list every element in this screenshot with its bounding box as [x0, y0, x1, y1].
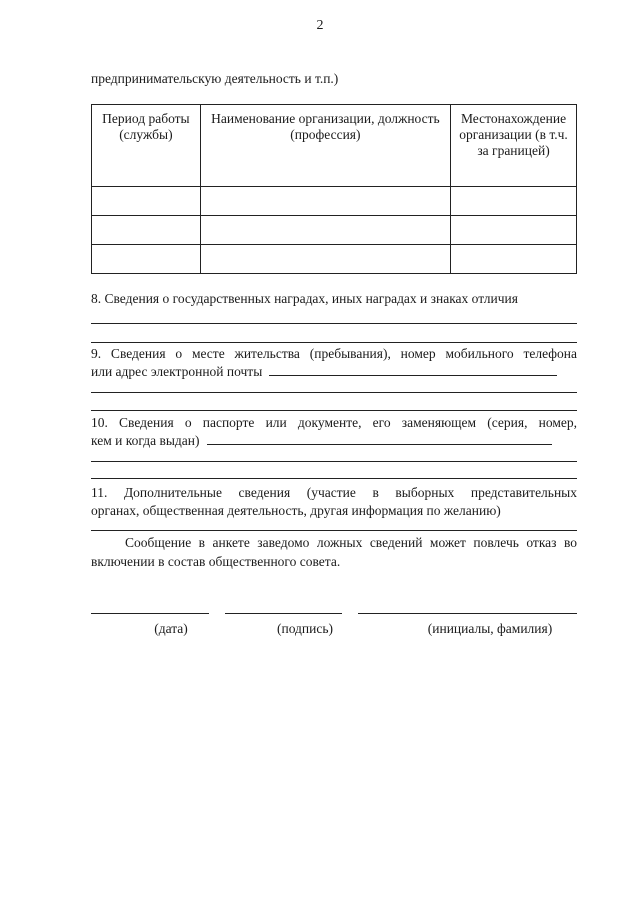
- employment-table: [91, 104, 577, 274]
- table-row: [92, 216, 577, 245]
- signature-line[interactable]: [225, 613, 342, 614]
- table-row: [92, 245, 577, 274]
- header-location: Местонахождение организации (в т.ч. за границей): [451, 105, 577, 187]
- fill-line[interactable]: [91, 323, 577, 324]
- table-cell[interactable]: [451, 187, 577, 216]
- fill-line[interactable]: [91, 392, 577, 393]
- table-cell[interactable]: [200, 187, 450, 216]
- section-10-passport-line1: 10. Сведения о паспорте или документе, его заменяющем (серия, номер,: [91, 415, 577, 430]
- table-cell[interactable]: [92, 216, 201, 245]
- section-9-residence-line2: [91, 363, 577, 381]
- name-line[interactable]: [358, 613, 577, 614]
- table-row: [92, 187, 577, 216]
- fill-line[interactable]: [91, 478, 577, 479]
- signature-label: (подпись): [276, 621, 334, 636]
- table-cell[interactable]: [200, 216, 450, 245]
- fill-line[interactable]: [91, 530, 577, 531]
- table-header-row: [92, 105, 577, 187]
- section-9-label: или адрес электронной почты: [91, 364, 263, 379]
- section-9-residence-line1: 9. Сведения о месте жительства (пребывания), номер мобильного телефона: [91, 346, 577, 361]
- fill-line[interactable]: [269, 364, 557, 376]
- section-10-label: кем и когда выдан): [91, 433, 200, 448]
- header-period: Период работы (службы): [92, 105, 201, 187]
- section-8-awards: 8. Сведения о государственных наградах, иных наградах и знаках отличия: [91, 291, 518, 306]
- date-line[interactable]: [91, 613, 209, 614]
- fill-line[interactable]: [91, 342, 577, 343]
- date-label: (дата): [154, 621, 188, 636]
- section-11-additional-line2: органах, общественная деятельность, другая информация по желанию): [91, 503, 501, 518]
- intro-text: предпринимательскую деятельность и т.п.): [91, 71, 339, 86]
- name-label: (инициалы, фамилия): [427, 621, 553, 636]
- fill-line[interactable]: [207, 433, 552, 445]
- table-cell[interactable]: [451, 216, 577, 245]
- table-cell[interactable]: [200, 245, 450, 274]
- fill-line[interactable]: [91, 461, 577, 462]
- table-cell[interactable]: [451, 245, 577, 274]
- table-cell[interactable]: [92, 187, 201, 216]
- page-number: 2: [316, 18, 324, 33]
- false-info-warning: Сообщение в анкете заведомо ложных сведений может повлечь отказ во включении в состав общественного совета.: [91, 535, 577, 569]
- section-10-passport-line2: [91, 432, 577, 450]
- header-organization: Наименование организации, должность (профессия): [200, 105, 450, 187]
- table-cell[interactable]: [92, 245, 201, 274]
- section-11-additional-line1: 11. Дополнительные сведения (участие в выборных представительных: [91, 485, 577, 500]
- fill-line[interactable]: [91, 410, 577, 411]
